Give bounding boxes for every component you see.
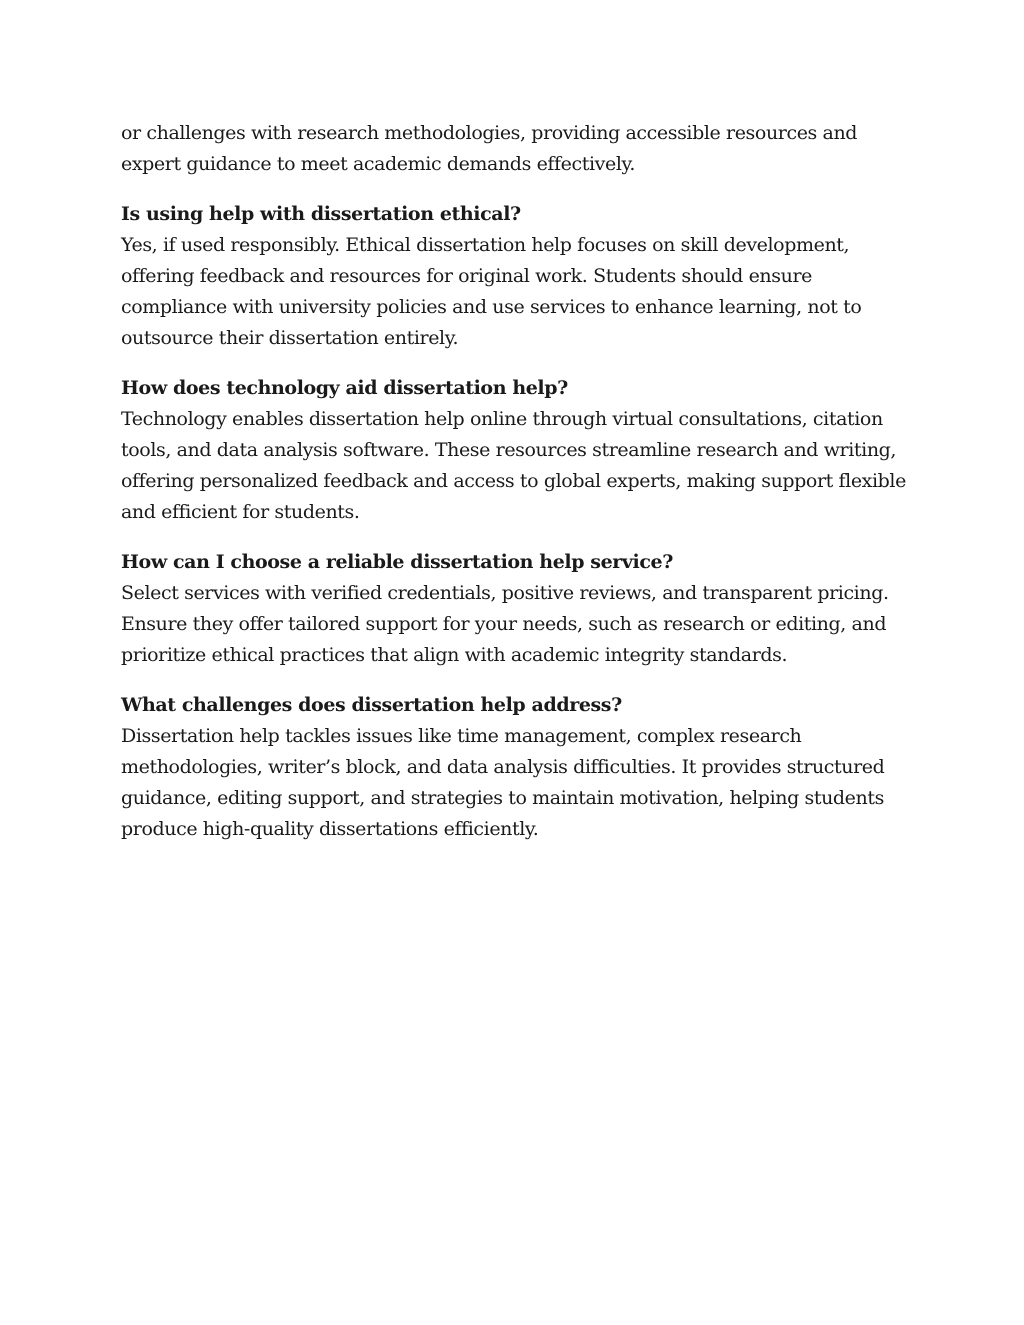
document-page [121, 118, 911, 864]
faq-item-challenges [121, 690, 911, 845]
faq-answer: Technology enables dissertation help online through virtual consultations, citation tools, and data analysis software. These resources streamline research and writing, offering personalized feedback and access to global experts, making support flexible and efficient for students. [121, 408, 906, 523]
faq-question: How does technology aid dissertation help? [121, 377, 568, 399]
faq-answer: Select services with verified credentials, positive reviews, and transparent pricing. Ensure they offer tailored support for your needs, such as research or editing, and prioritize ethical practices that align with academic integrity standards. [121, 582, 889, 666]
faq-answer: Yes, if used responsibly. Ethical dissertation help focuses on skill development, offering feedback and resources for original work. Students should ensure compliance with university policies and use services to enhance learning, not to outsource their dissertation entirely. [121, 234, 862, 349]
faq-answer: Dissertation help tackles issues like time management, complex research methodologies, writer’s block, and data analysis difficulties. It provides structured guidance, editing support, and strategies to maintain motivation, helping students produce high-quality dissertations efficiently. [121, 725, 885, 840]
intro-paragraph: or challenges with research methodologies, providing accessible resources and expert guidance to meet academic demands effectively. [121, 122, 858, 175]
faq-question: How can I choose a reliable dissertation help service? [121, 551, 673, 573]
faq-item-ethical [121, 199, 911, 354]
faq-item-technology [121, 373, 911, 528]
faq-item-reliable-service [121, 547, 911, 671]
faq-question: Is using help with dissertation ethical? [121, 203, 521, 225]
faq-question: What challenges does dissertation help address? [121, 694, 622, 716]
